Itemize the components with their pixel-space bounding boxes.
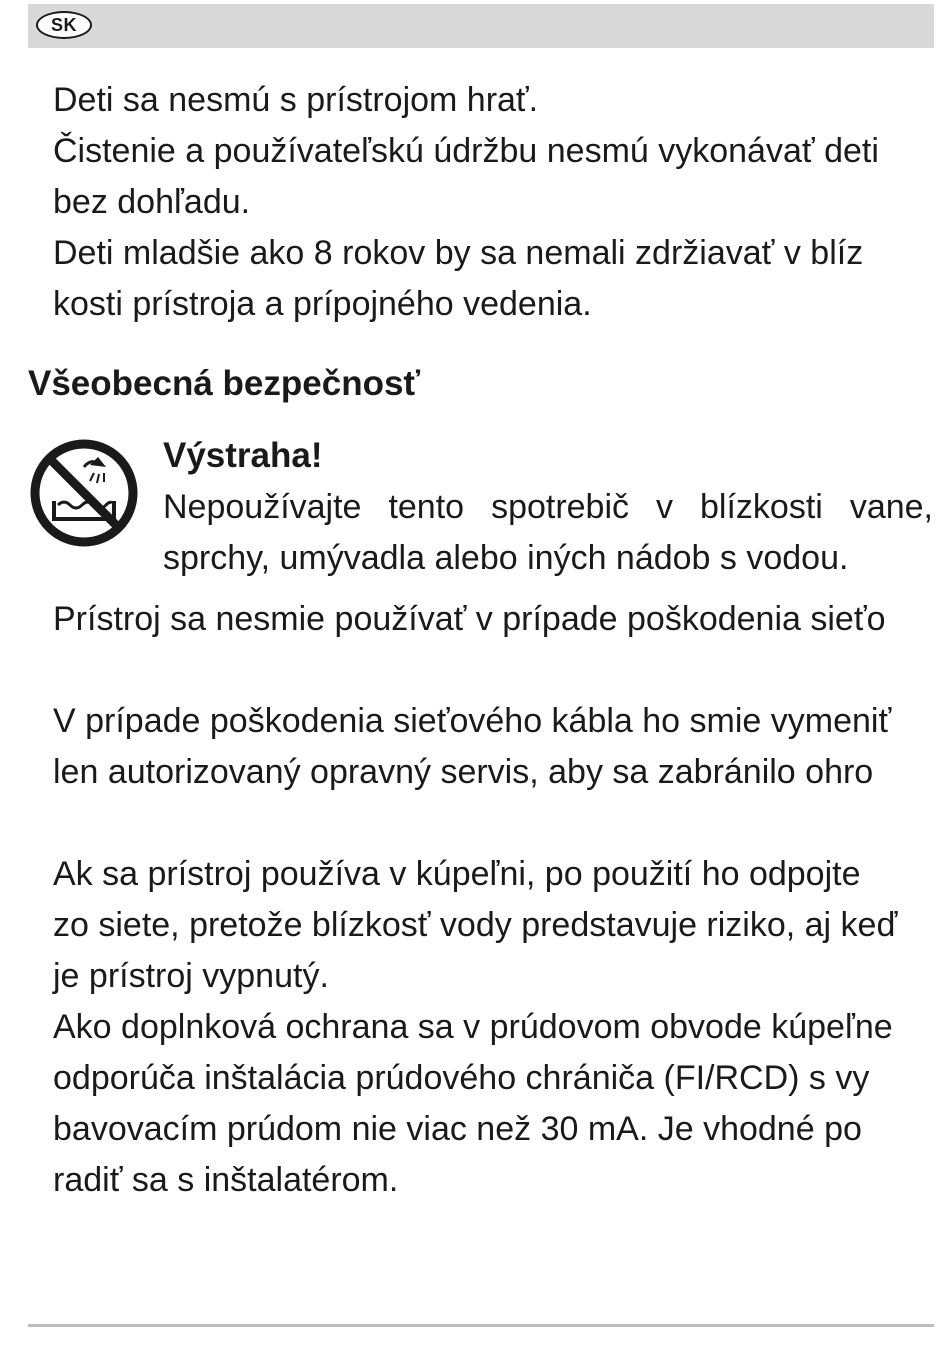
text-word: blízkosti [700,488,823,526]
text-line: Deti sa nesmú s prístrojom hrať. [53,81,539,119]
text-line: Prístroj sa nesmie používať v prípade poškodenia sieťo [53,600,886,638]
text-line: bez dohľadu. [53,183,251,221]
text-word: tento [388,488,465,526]
text-word: vane, [849,488,933,526]
text-line: bavovacím prúdom nie viac než 30 mA. Je vhodné po [53,1110,862,1148]
children-safety-paragraph [53,75,933,330]
no-water-bath-icon [28,437,140,549]
text-line: odporúča inštalácia prúdového chrániča (FI/RCD) s vy [53,1059,870,1097]
bottom-divider [28,1324,934,1327]
warning-line-1 [163,482,933,533]
language-badge: SK [36,11,92,39]
text-line: radiť sa s inštalatérom. [53,1161,399,1199]
text-line: kosti prístroja a prípojného vedenia. [53,285,592,323]
warning-title: Výstraha! [163,436,323,475]
text-word: spotrebič [491,488,630,526]
text-line: Ak sa prístroj používa v kúpeľni, po použití ho odpojte [53,855,861,893]
text-word: Nepoužívajte [163,488,362,526]
text-line: zo siete, pretože blízkosť vody predstavuje riziko, aj keď [53,906,898,944]
text-line: Deti mladšie ako 8 rokov by sa nemali zdržiavať v blíz [53,234,864,272]
text-line: Ako doplnková ochrana sa v prúdovom obvode kúpeľne [53,1008,893,1046]
language-header-bar [28,4,934,48]
section-heading: Všeobecná bezpečnosť [28,364,421,403]
damaged-cord-paragraph [53,594,933,645]
warning-line-2: sprchy, umývadla alebo iných nádob s vodou. [163,539,849,577]
bathroom-safety-paragraph [53,849,933,1206]
text-line: je prístroj vypnutý. [53,957,329,995]
text-word: v [656,488,674,526]
warning-text [163,482,933,584]
text-line: V prípade poškodenia sieťového kábla ho smie vymeniť [53,702,892,740]
text-line: Čistenie a používateľskú údržbu nesmú vykonávať deti [53,132,879,170]
cord-replacement-paragraph [53,696,933,798]
text-line: len autorizovaný opravný servis, aby sa zabránilo ohro [53,753,874,791]
